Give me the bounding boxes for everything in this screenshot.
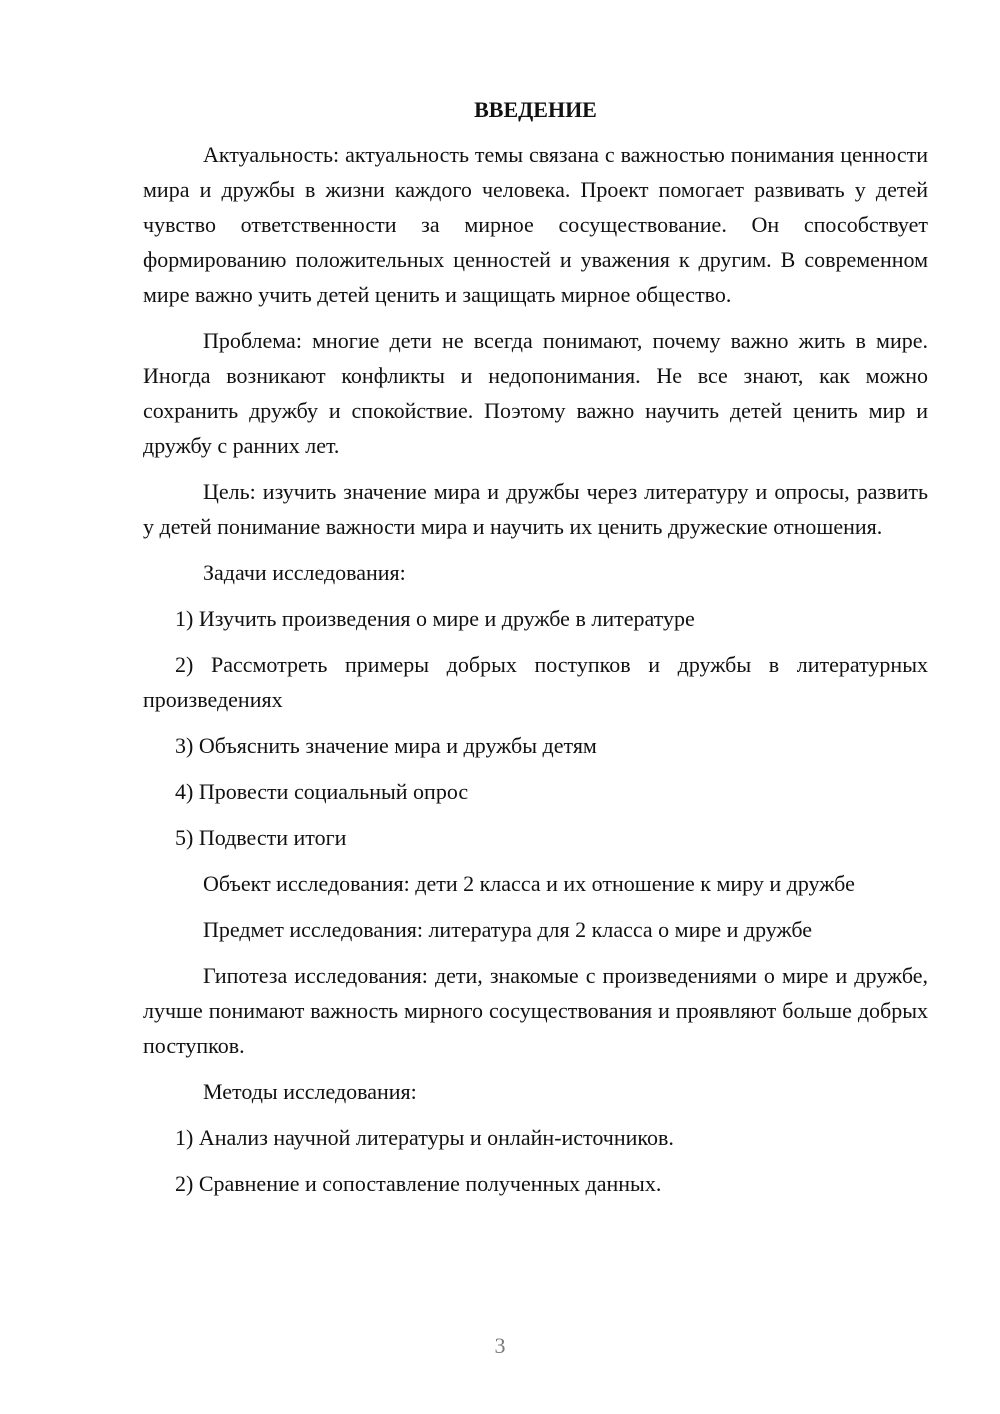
methods-heading: Методы исследования: — [203, 1079, 417, 1104]
task-item-5: 5) Подвести итоги — [175, 825, 347, 850]
task-item-1: 1) Изучить произведения о мире и дружбе в литературе — [175, 606, 695, 631]
object-paragraph: Объект исследования: дети 2 класса и их отношение к миру и дружбе — [203, 871, 855, 896]
method-item-2: 2) Сравнение и сопоставление полученных данных. — [175, 1171, 662, 1196]
task-item-2: 2) Рассмотреть примеры добрых поступков и дружбы в литературных произведениях — [143, 652, 928, 712]
subject-paragraph: Предмет исследования: литература для 2 класса о мире и дружбе — [203, 917, 813, 942]
problem-paragraph: Проблема: многие дети не всегда понимают, почему важно жить в мире. Иногда возникают конфликты и недопонимания. Не все знают, как можно сохранить дружбу и спокойствие. Поэтому важно научить детей ценить мир и дружбу с ранних лет. — [143, 328, 928, 458]
relevance-paragraph: Актуальность: актуальность темы связана с важностью понимания ценности мира и дружбы в жизни каждого человека. Проект помогает развивать у детей чувство ответственности за мирное сосуществование. Он способствует формированию положительных ценностей и уважения к другим. В современном мире важно учить детей ценить и защищать мирное общество. — [143, 142, 928, 307]
hypothesis-paragraph: Гипотеза исследования: дети, знакомые с произведениями о мире и дружбе, лучше понимают важность мирного сосуществования и проявляют больше добрых поступков. — [143, 963, 928, 1058]
section-title: ВВЕДЕНИЕ — [474, 97, 597, 122]
page-number: 3 — [494, 1333, 506, 1358]
task-item-4: 4) Провести социальный опрос — [175, 779, 469, 804]
task-item-3: 3) Объяснить значение мира и дружбы детям — [175, 733, 597, 758]
tasks-heading: Задачи исследования: — [203, 560, 406, 585]
document-page — [143, 92, 928, 1212]
goal-paragraph: Цель: изучить значение мира и дружбы через литературу и опросы, развить у детей понимание важности мира и научить их ценить дружеские отношения. — [143, 479, 928, 539]
method-item-1: 1) Анализ научной литературы и онлайн-источников. — [175, 1125, 674, 1150]
